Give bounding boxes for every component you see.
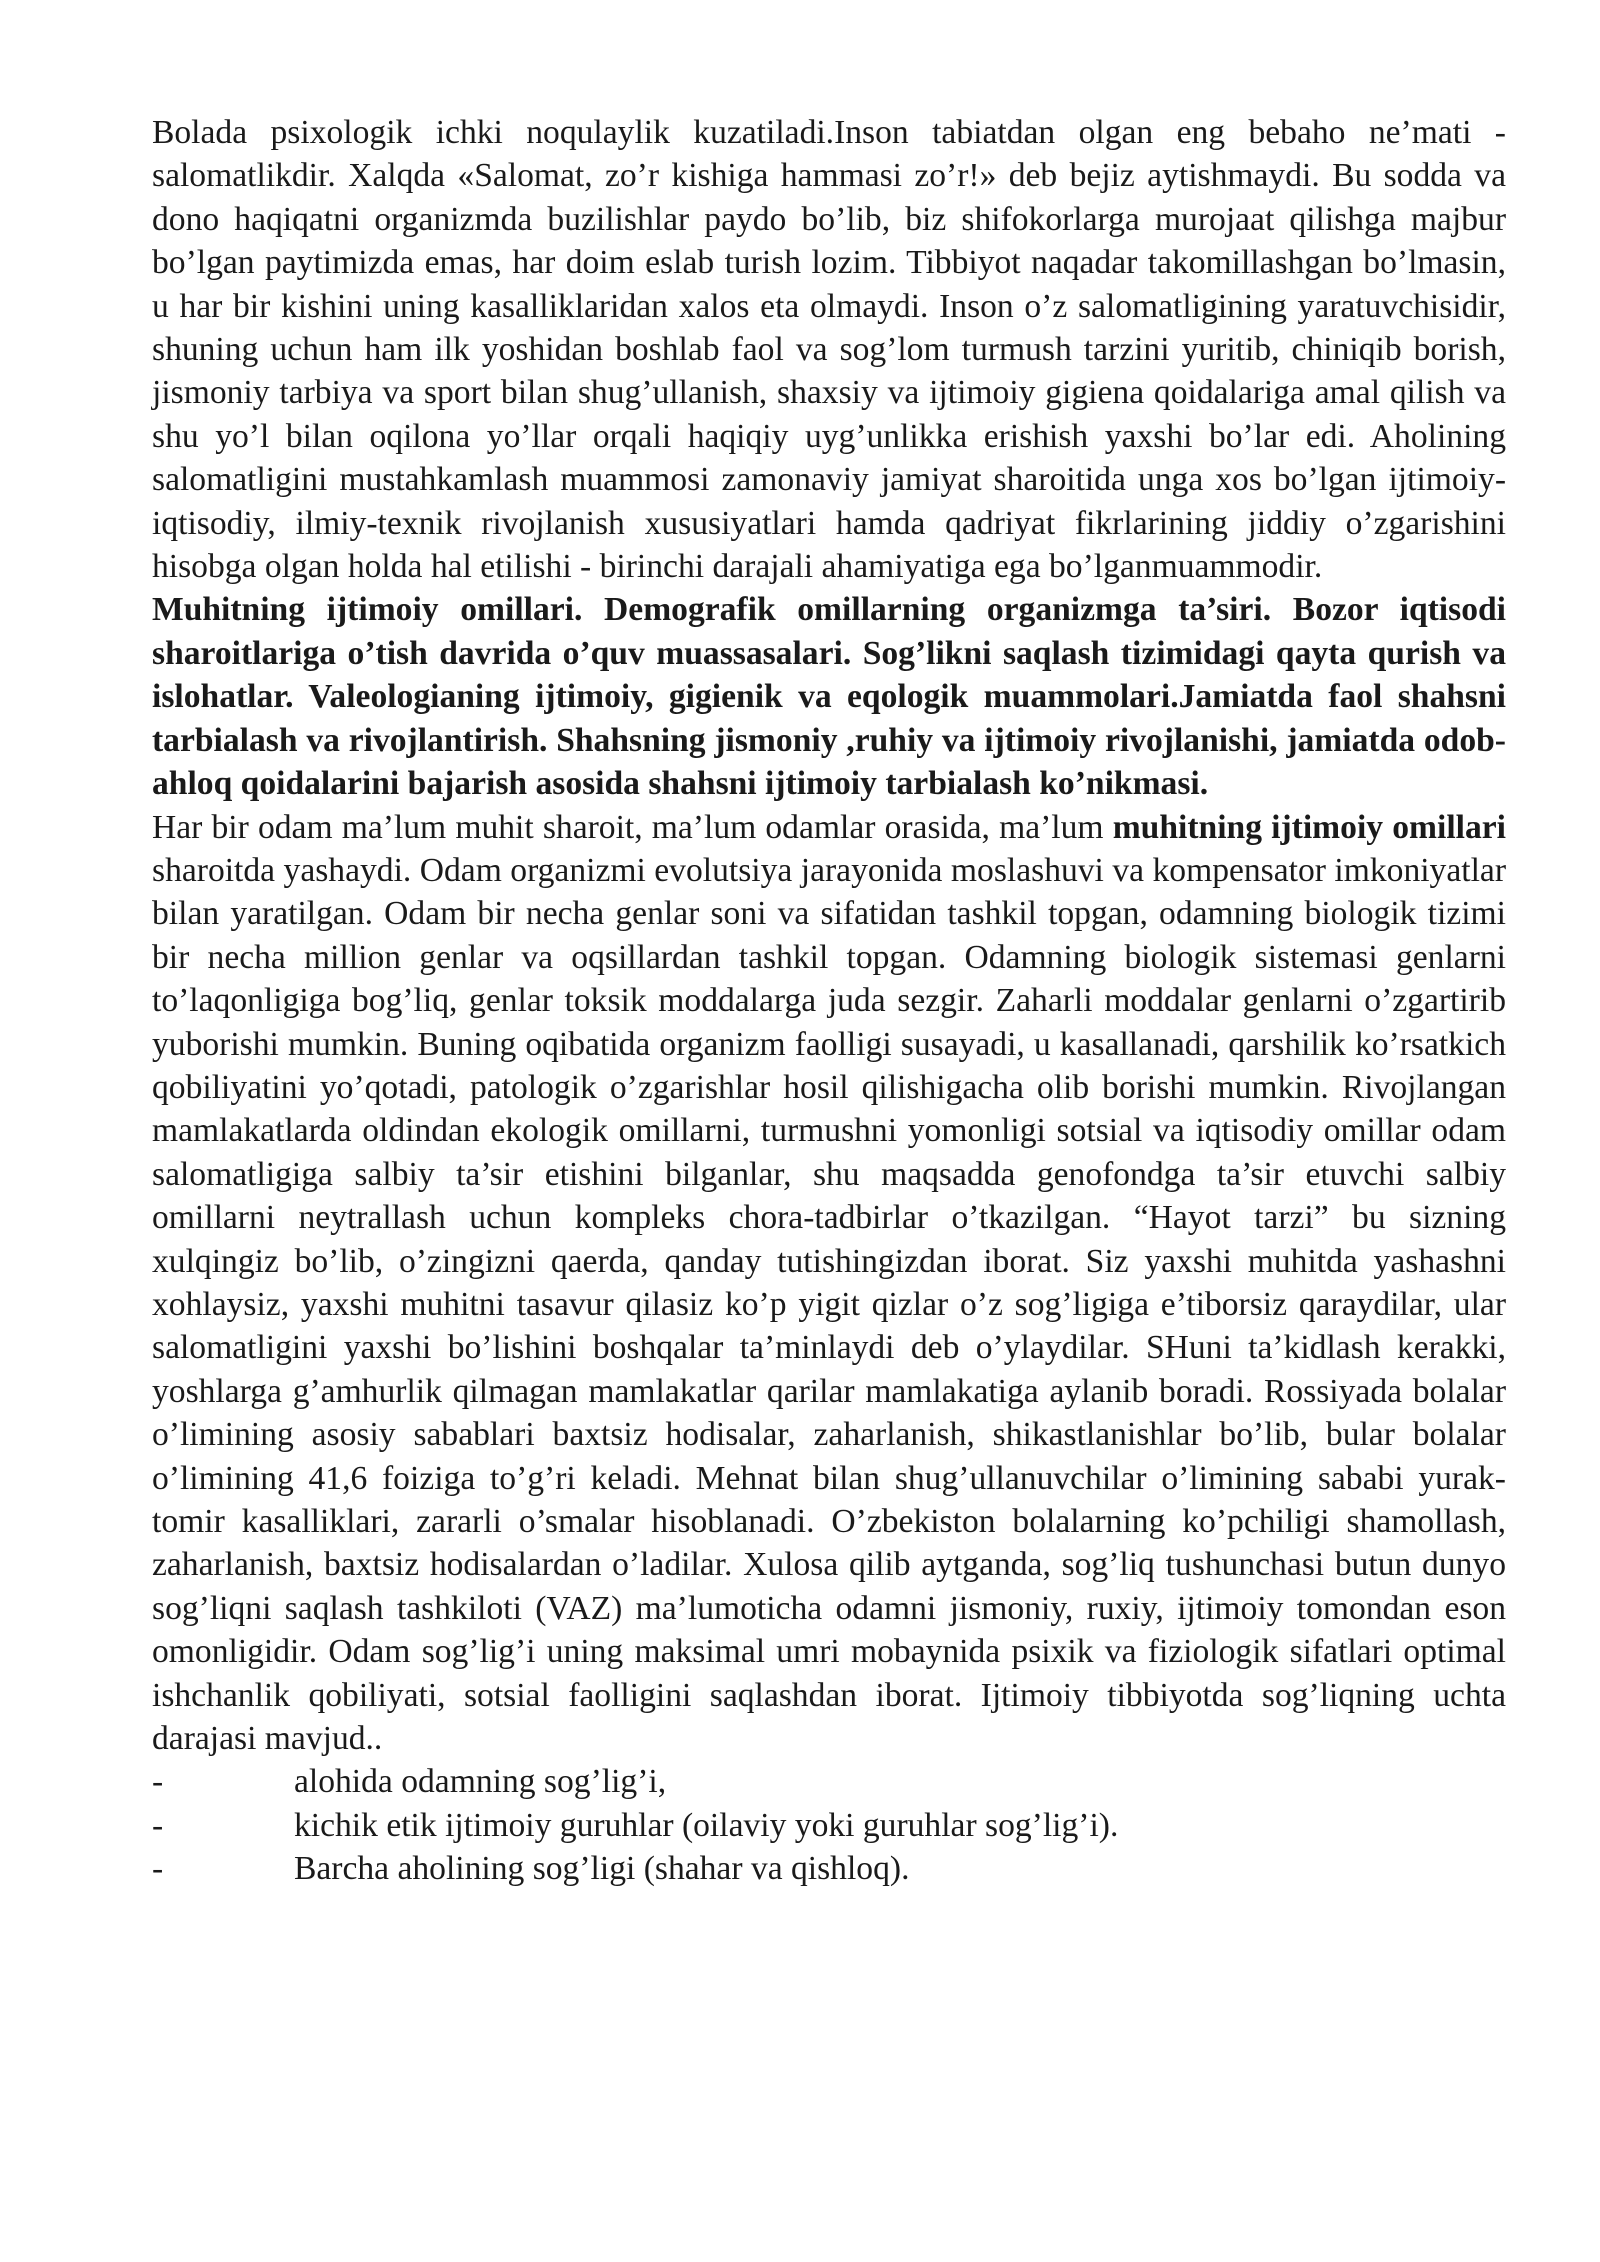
- intro-paragraph: Bolada psixologik ichki noqulaylik kuzatiladi.Inson tabiatdan olgan eng bebaho ne’mati - salomatlikdir. Xalqda «Salomat, zo’r kishiga hammasi zo’r!» deb bejiz aytishmaydi. Bu sodda va dono haqiqatni organizmda buzilishlar paydo bo’lib, biz shifokorlarga murojaat qilishga majbur bo’lgan paytimizda emas, har doim eslab turish lozim. Tibbiyot naqadar takomillashgan bo’lmasin, u har bir kishini uning kasalliklaridan xalos eta olmaydi. Inson o’z salomatligining yaratuvchisidir, shuning uchun ham ilk yoshidan boshlab faol va sog’lom turmush tarzini yuritib, chiniqib borish, jismoniy tarbiya va sport bilan shug’ullanish, shaxsiy va ijtimoiy gigiena qoidalariga amal qilish va shu yo’l bilan oqilona yo’llar orqali haqiqiy uyg’unlikka erishish yaxshi bo’lar edi. Aholining salomatligini mustahkamlash muammosi zamonaviy jamiyat sharoitida unga xos bo’lgan ijtimoiy-iqtisodiy, ilmiy-texnik rivojlanish xususiyatlari hamda qadriyat fikrlarining jiddiy o’zgarishini hisobga olgan holda hal etilishi - birinchi darajali ahamiyatiga ega bo’lganmuammodir.: [152, 114, 1506, 586]
- body-paragraph-rest: sharoitda yashaydi. Odam organizmi evolutsiya jarayonida moslashuvi va kompensator imkoniyatlar bilan yaratilgan. Odam bir necha genlar soni va sifatidan tashkil topgan, odamning biologik tizimi bir necha million genlar va oqsillardan tashkil topgan. Odamning biologik sistemasi genlarni to’laqonligiga bog’liq, genlar toksik moddalarga juda sezgir. Zaharli moddalar genlarni o’zgartirib yuborishi mumkin. Buning oqibatida organizm faolligi susayadi, u kasallanadi, qarshilik ko’rsatkich qobiliyatini yo’qotadi, patologik o’zgarishlar hosil qilishigacha olib borishi mumkin. Rivojlangan mamlakatlarda oldindan ekologik omillarni, turmushni yomonligi sotsial va iqtisodiy omillar odam salomatligiga salbiy ta’sir etishini bilganlar, shu maqsadda genofondga ta’sir etuvchi salbiy omillarni neytrallash uchun kompleks chora-tadbirlar o’tkazilgan. “Hayot tarzi” bu sizning xulqingiz bo’lib, o’zingizni qaerda, qanday tutishingizdan iborat. Siz yaxshi muhitda yashashni xohlaysiz, yaxshi muhitni tasavur qilasiz ko’p yigit qizlar o’z sog’ligiga e’tiborsiz qaraydilar, ular salomatligini yaxshi bo’lishini boshqalar ta’minlaydi deb o’ylaydilar. SHuni ta’kidlash kerakki, yoshlarga g’amhurlik qilmagan mamlakatlar qarilar mamlakatiga aylanib boradi. Rossiyada bolalar o’limining asosiy sabablari baxtsiz hodisalar, zaharlanish, shikastlanishlar bo’lib, bular bolalar o’limining 41,6 foiziga to’g’ri keladi. Mehnat bilan shug’ullanuvchilar o’limining sababi yurak-tomir kasalliklari, zararli o’smalar hisoblanadi. O’zbekiston bolalarning ko’pchiligi shamollash, zaharlanish, baxtsiz hodisalardan o’ladilar. Xulosa qilib aytganda, sog’liq tushunchasi butun dunyo sog’liqni saqlash tashkiloti (VAZ) ma’lumoticha odamni jismoniy, ruxiy, ijtimoiy tomondan eson omonligidir. Odam sog’lig’i uning maksimal umri mobaynida psixik va fiziologik sifatlari optimal ishchanlik qobiliyati, sotsial faolligini saqlashdan iborat. Ijtimoiy tibbiyotda sog’liqning uchta darajasi mavjud..: [152, 851, 1506, 1758]
- list-item: [152, 1847, 1506, 1890]
- body-paragraph-start: Har bir odam ma’lum muhit sharoit, ma’lum odamlar orasida, ma’lum: [152, 808, 1113, 846]
- list-marker: -: [152, 1806, 164, 1844]
- list-marker: -: [152, 1763, 164, 1801]
- section-heading: Muhitning ijtimoiy omillari. Demografik omillarning organizmga ta’siri. Bozor iqtisodi sharoitlariga o’tish davrida o’quv muassasalari. Sog’likni saqlash tizimidagi qayta qurish va islohatlar. Valeologianing ijtimoiy, gigienik va eqologik muammolari.Jamiatda faol shahsni tarbialash va rivojlantirish. Shahsning jismoniy ,ruhiy va ijtimoiy rivojlanishi, jamiatda odob- ahloq qoidalarini bajarish asosida shahsni ijtimoiy tarbialash ko’nikmasi.: [152, 591, 1506, 803]
- list-item: [152, 1804, 1506, 1847]
- list-marker: -: [152, 1850, 164, 1888]
- document-page: [152, 111, 1506, 1891]
- body-paragraph-bold-term: muhitning ijtimoiy omillari: [1112, 808, 1506, 846]
- list-item-text: kichik etik ijtimoiy guruhlar (oilaviy yoki guruhlar sog’lig’i).: [294, 1806, 1119, 1844]
- health-levels-list: [152, 1760, 1506, 1890]
- list-item: [152, 1760, 1506, 1803]
- list-item-text: Barcha aholining sog’ligi (shahar va qishloq).: [294, 1850, 910, 1888]
- list-item-text: alohida odamning sog’lig’i,: [294, 1763, 667, 1801]
- body-paragraph: [152, 806, 1506, 1761]
